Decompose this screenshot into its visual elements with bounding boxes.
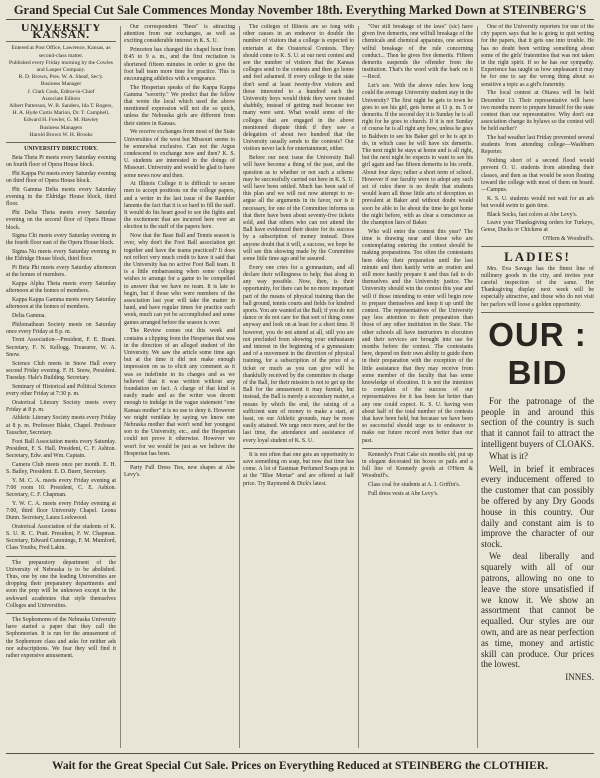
divider <box>6 142 116 143</box>
article-paragraph: Our correspondent "Bees" is attracting attention from our exchanges, as well as exciting considerable interest in K. S. U. <box>124 24 235 45</box>
article-paragraph: The local contest at Ottawa will be held December 13. Their representative will have two months more to prepare himself for the state contest than our representative. Why don't our association change its bylaws so the contest will be held earlier? <box>481 90 594 133</box>
column-divider <box>239 26 240 748</box>
column-divider <box>120 26 121 748</box>
masthead-line: Entered at Post Office, Lawrence, Kansas, as second-class matter. <box>11 45 111 59</box>
article-paragraph: Now that the Base Ball and Tennis season is over, why don't the Foot Ball association get together and have the teams practiced? It does not reflect very much credit to have it said that the University has no active Foot Ball team. It is a little embarrassing when some college wishes to arrange for a game to be compelled to answer that we have no team. It is late to begin, but if those who were members of the association last year will take the matter in hand, and have regular times for practice each week, much can yet be accomplished and some games arranged before the season is over. <box>124 233 235 326</box>
advertisement: Kennedy's Fruit Cake six months old, put up in elegant decorated tin boxes or pails and a full line of Kennedy goods at O'Hern & Woodruff's. <box>362 451 473 480</box>
advertisement-signature: INNES. <box>565 671 594 682</box>
directory-entry: Phi Kappa Psi meets every Saturday evening on third floor of Opera House block. <box>6 171 116 185</box>
directory-entry: Delta Gamma. <box>12 312 46 319</box>
advertisement: Leave your Thanksgiving orders for Turkeys, Geese, Ducks or Chickens at <box>481 220 594 234</box>
advertisement: Full dress vests at Abe Levy's. <box>368 490 439 497</box>
divider <box>243 448 354 449</box>
masthead-line: Business Managers <box>39 124 83 131</box>
advertisement: It is not often that one gets an opportunity to save something on soap, but now that time has come. A lot of Eastman Perfumed Soaps put in at the "Blue Mortar" and are offered at half price. Try Raymond & Dick's latest. <box>243 451 354 487</box>
directory-entry: Pi Beta Phi meets every Saturday afternoon at the homes of members. <box>6 265 116 279</box>
advertisement: Black Socks, fast colors at Abe Levy's. <box>487 211 578 218</box>
article-paragraph: The Hesperian speaks of the Kappa Kappa Gamma "sorority." We predict that the fellow that wrote the local which used the above mentioned expression will not die so quick, unless the Nebraska girls are different from their sisters in Kansas. <box>124 84 235 127</box>
our-bid-ad <box>481 396 594 683</box>
masthead-line: Albert Patterson, W. B. Sanders, Ida T. Rogers, H. A. Hyde Curtis Marion, Dr. T. Campbell, Edward H. Fowler, G. M. Hawley <box>9 103 113 124</box>
directory-entry: Science Club meets in Snow Hall every second Friday evening. F. H. Snow, President. Tuesday. Hale's Building. Secretary. <box>6 360 116 381</box>
divider <box>6 613 116 614</box>
advertisement-signature: O'Hern & Woodruff's. <box>542 236 594 243</box>
masthead-line: J. Clark Cook, Editor-in-Chief <box>27 88 95 95</box>
divider <box>6 41 116 42</box>
divider <box>481 312 594 313</box>
advertisement: What is it? <box>489 451 528 462</box>
directory-entry: Camera Club meets once per month. E. H. S. Bailey, President. E. D. Buerr, Secretary. <box>6 461 116 475</box>
our-bid-heading: OUR : BID <box>488 315 587 391</box>
directory-entry: Y. M. C. A. meets every Friday evening at 7:00 room 10. President, C. E. Ashton. Secretary, C. F. Chapman. <box>6 477 116 498</box>
masthead <box>6 45 116 139</box>
directory-entry: Oratorical Association of the students of K. S. U. R. C. Pratt. President, F. W. Chapman. Secretary, Edward Cummings, F. M. Mumford, Class Youths, Fred Lakin. <box>6 523 116 552</box>
directory-entry: Kappa Kappa Gamma meets every Saturday afternoon at the homes of members. <box>6 296 116 311</box>
banner-bottom: Wait for the Great Special Cut Sale. Prices on Everything Reduced at STEINBERG the CLOTHIER. <box>52 760 548 772</box>
article-paragraph: The bad weather last Friday prevented several students from attending college—Washburn Reporter. <box>481 135 594 156</box>
article-paragraph: We receive exchanges from most of the State Universities of the west but Missouri seems to be somewhat exclusive. Can not the Argus condescend to exchange now and then? K. S. U. students are interested in the doings of Missouri. University and would be glad to have some news now and then. <box>124 129 235 179</box>
article-paragraph: The Review comes out this week and contains a clipping from the Hesperian that was in the direction of an alleged student of the University. We saw the article some time ago but at the time it did not make enough impression on us to elicit any comment as it was so indefinite in its charges and as we believed that it was written without any foundation on fact. A charge of that kind is easily made and as the writer was decent enough to indulge in the vague statement "one Kansas mother" it is no use to deny it. However we might ventilate by saying we know one Nebraska mother that won't send her youngest son to the University, etc., and the Hesperian could not prove it otherwise. However we won't for we would be just as we believe the Hesperian has been. <box>124 328 235 457</box>
divider <box>124 461 235 462</box>
advertisement: Mrs. Eva Savage has the finest line of millinery goods in the city, and invites your careful inspection of the same. Her Thanksgiving display next week will be especially attractive, and those who do not visit her parlors will loose a golden opportunity. <box>481 265 594 308</box>
directory-entry: Athletic Literary Society meets every Friday at 8 p. m. Professor Blake, Chapel. Professor Tauscher, Secretary. <box>6 415 116 436</box>
article-paragraph: Princeton has changed the chapel hour from 8:45 to 9 a. m., and the first recitation is shortened fifteen minutes in order to give the foot ball team more time for practice. This is encouraging athletics with a vengeance. <box>124 47 235 82</box>
article-paragraph: Who will enter the contest this year? The time is drawing near and those who are contemplating entering the contest should be making preparations. Too often the contestants here delay their preparation until the last minute and then hastily write an oration and still more hastily prepare it and thus fail to do themselves and the University justice. The University should win the contest this year and will if those intending to enter will begin now to prepare themselves and keep it up until the contest. The representatives of the University pay less attention to their preparation than those of any other institution in the State. The other schools all have instructors in elocution and their services are brought into use for months before the contest. The contestants here, depend on their own ability to guide them in their preparation with the exception of the little assistance that they may receive from some member of the faculty that has some knowledge of elocution. It is not the intention to complain of the success of our representatives for it has been far better than any one could expect. K. S. U. having won about half of the total number of the contests that have been held, but because we have been so successful should urge us to endeavor to make our future record even better than our past. <box>362 228 473 444</box>
article-paragraph: The colleges of Illinois are so long with other causes in an endeavor to double the number of visitors that a college is expected to entertain at the Oratorical Contests. They should come to K. S. U. at our next contest and see the number of visitors that the Kansas colleges send to the contests and then go home and feel ashamed. If every college in the state don't send at least twenty-five visitors and those interested to a hundred each the University boys would think they were treated shabbily, instead of getting mad because too many were sent. What would some of the colleges that are engaged in the above mentioned dispute think if they saw a delegation of about two hundred that the University usually sends to the contests? Our visitors never lack for entertainment, either. <box>243 24 354 153</box>
masthead-line: Published every Friday morning by the Cowles and Lauper Company. <box>9 59 113 74</box>
masthead-line: Harold Brown W. H. Brooks <box>29 131 93 138</box>
advertisement: For the patronage of the people in and around this section of the country is such that it cannot fail to attract the intelligent buyers of CLOAKS. <box>481 395 594 449</box>
divider <box>362 448 473 449</box>
article-paragraph: At Illinois College it is difficult to secure men to accept positions on the college papers, and a writer in the last issue of the Rambler laments the fact that it is so hard to fill the staff. It would do his heart good to see the fights and the excitement that are incurred here over an election to the staff of the papers here. <box>124 181 235 231</box>
top-rule <box>6 19 594 20</box>
ladies-heading: LADIES! <box>504 249 571 265</box>
bottom-rule <box>6 753 594 754</box>
directory-list <box>6 155 116 552</box>
article-paragraph: "Our still breakage of the laws" (sic) have given five demerits, one wilfull breakage of the chemicals and chemical apparatus, one serious wilful breakage of the rule concerning conduct... Then he gives five demerits. Fifteen demerits suspends the offender from the institution. That's the word with the bark on it—Recd. <box>362 24 473 81</box>
directory-entry: Y. W. C. A. meets every Friday evening at 7:00, third floor University Chapel. Leona Dunn. Secretary, Laura Lockwood. <box>6 500 116 522</box>
banner-top: Grand Special Cut Sale Commences Monday November 18th. Everything Marked Down at STEINBERG'S <box>13 3 587 17</box>
column-4 <box>362 24 473 750</box>
column-3 <box>243 24 354 750</box>
directory-entry: Philomathean Society meets on Saturday once every Friday at 8 p. m. <box>6 321 116 335</box>
divider <box>6 556 116 557</box>
column-2 <box>124 24 235 750</box>
directory-entry: Foot Ball Association meets every Saturday. President, F. S. Hall. President, C. F. Ashton. Secretary, Edw. and Wm. Captain. <box>6 438 116 459</box>
article-paragraph: Nothing short of a second flood would prevent O. U. students from attending their classes, and then as that would be soon floating toward the college with most of them on board.—Campus. <box>481 158 594 193</box>
column-divider <box>477 26 478 748</box>
nameplate: UNIVERSITY KANSAN. <box>20 24 102 42</box>
directory-entry: Seminary of Historical and Political Science every other Friday at 7:30 p. m. <box>6 383 116 397</box>
directory-entry: Beta Theta Pi meets every Saturday evening on fourth floor of Opera House block. <box>6 155 116 169</box>
article-paragraph: Before our next issue the University Ball will have become a thing of the past, and the question as to whether or not such a scheme may be successfully carried out here in K. S. U. will have been settled. Much has been said of this plan and we will not now attempt to re-argue all the arguments in its favor, nor is it necessary, for one of the Committee informs us that there have been about seventy-five tickets sold, and that others who can not attend the Ball have evidenced their desire for its success by a subscription of money instead. Does anyone doubt that it will, a success, we hope he will see this showing made by the Committee some little time ago and be assured. <box>243 155 354 262</box>
directory-heading: UNIVERSITY DIRECTORY. <box>24 146 98 153</box>
directory-entry: Sigma Nu meets every Saturday evening in the Eldridge House block, third floor. <box>6 249 116 263</box>
advertisement: Well, in brief it embraces every inducement offered to the customer that can possibly be offered by any Dry Goods house in this country. Our daily and constant aim is to improve the character of our stock. <box>481 463 594 550</box>
directory-entry: Kappa Alpha Theta meets every Saturday afternoon at the homes of members. <box>6 281 116 295</box>
article-paragraph: K. S. U. students would not wait for an ark but would swim to gain time. <box>481 195 594 209</box>
article-paragraph: Every one cries for a gymnasium, and all declare their willingness to help; that along in any way possible. Now, then, is their opportunity, for there can be no more important part of the means of physical training than the ball ground, tennis courts and fields for kindred sports. You are wanted at the Ball; if you do not dance or do not care for that sort of thing come anyway and look on at least for a short time. If however, you do not attend at all, still you are not precluded from showing your enthusiasm and interest in the beginning of a gymnasium and of a movement in the direction of physical training, for a subscription of the price of a ticket or much as you can give will be thankfully received by the committee in charge of the Ball, for their mission is not to get up the Ball for the amusement it may furnish, but instead, the Ball is merely a secondary matter, a means by which the end, the raising of a sufficient sum of money to make a start, at least, on our Athletic grounds, may be more easily attained. We urge once more, and for the last time, the attendance and assistance of every loyal student of K. S. U. <box>243 264 354 444</box>
masthead-line: R. D. Brown, Pres. W. A. Sheaf, Sec'y. <box>18 74 104 81</box>
column-5 <box>481 24 594 750</box>
article-paragraph: One of the University reporters for one of the city papers says that he is going to quit writing for the papers, that it gets one into trouble. He has no doubt been writing something about some of the girls' fraternities that was not taken in the right spirit. If so he has our sympathy. Experience has taught us how unpleasant it may be for one to say the wrong thing about so sensitive a topic as a girl's fraternity. <box>481 24 594 88</box>
column-divider <box>358 26 359 748</box>
masthead-line: Associate Editors <box>41 95 81 102</box>
directory-entry: Trent Association—President, F. E. Brant. Secretary, F. N. Kellogg. Treasurer, W. A. Snow. <box>6 337 116 358</box>
directory-entry: Phi Gamma Delta meets every Saturday evening in the Eldridge House block, third floor. <box>6 187 116 208</box>
advertisement: Party Full Dress Ties, new shapes at Abe Levy's. <box>124 464 235 479</box>
advertisement: Class coal for students at A. J. Griffin's. <box>368 482 461 489</box>
directory-entry: Sigma Chi meets every Saturday evening in the fourth floor east of the Opera House block. <box>6 233 116 247</box>
article-paragraph: Let's see. With the above rules how long could the average University student stay in the University? The first night he gets to town he goes to see his girl, gets home at 11 p. m. 5 or demerits. If the second day it is Sunday he is all right for he goes to church. If it is not Sunday of course he is all right any how, unless he goes to Baldwin to see his Baker girl or he is apt to do, in which case he will have six demerits. The next night he stays at home and is all right, but the next night he expects to want to see his girl again and has fifteen demerits to his credit. About four days; rather a short term of school. However if our faculty were to adopt any such set of rules there is no doubt that students would learn all those little arts of deception so prevalent at Baker and without doubt would soon be able to lie about the time he got home the night before, with as clear a conscience as the champion liars of Baker. <box>362 83 473 226</box>
directory-entry: Phi Delta Theta meets every Saturday evening on the second floor of Opera House block. <box>6 210 116 231</box>
masthead-line: Business Manager <box>40 81 82 88</box>
directory-entry: Oratorical Literary Society meets every Friday at 8 p. m. <box>6 399 116 413</box>
column-1 <box>6 24 116 750</box>
divider <box>481 246 594 247</box>
advertisement: We deal liberally and squarely with all of our patrons, allowing no one to leave the store unsatisfied if we know it. We show an assortment that cannot be equalled. Our styles are our own, and are as near perfection as time, money and artistic skill can produce. Our prices the lowest. <box>481 551 594 670</box>
article-paragraph: The preparatory department of the University of Nebraska is to be abolished. Thus, one by one the leading Universities are dropping their preparatory departments and soon the prep will be unknown except in the awkward academies that style themselves Colleges and Universities. <box>6 559 116 609</box>
article-paragraph: The Sophomores of the Nebraska University have started a paper that they call the Sophomorian. It is run for the amusement of the Sophomore class and asks for neither ads nor subscriptions. We fear they will find it rather expensive amusement. <box>6 617 116 660</box>
